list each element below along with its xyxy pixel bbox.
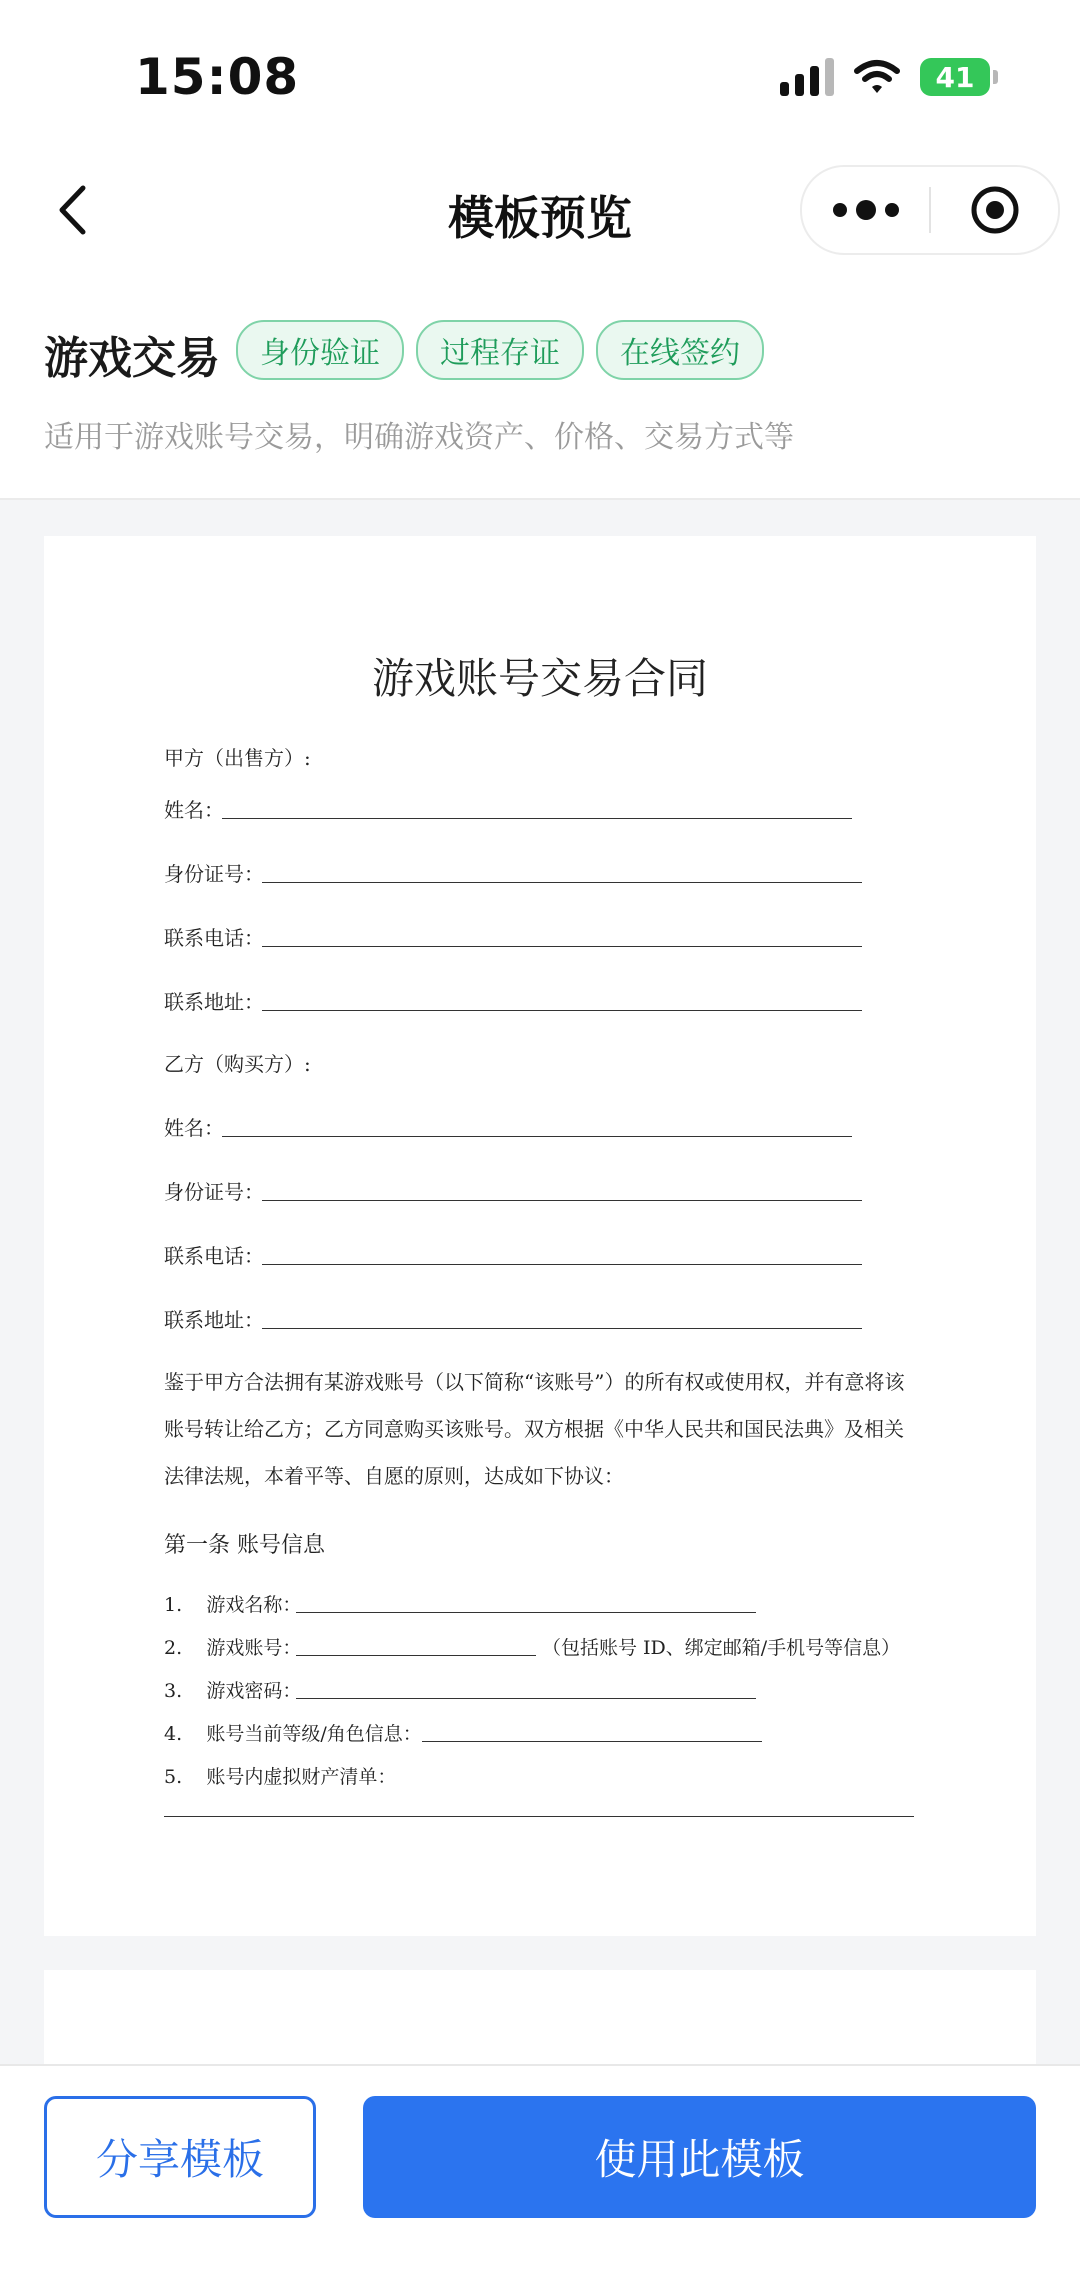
status-bar	[0, 0, 1080, 150]
item-label: 账号内虚拟财产清单：	[206, 1766, 397, 1788]
close-button[interactable]	[931, 167, 1058, 253]
tag-identity: 身份验证	[236, 320, 404, 380]
party-b-name-label: 姓名：	[164, 1116, 224, 1140]
article-1-title: 第一条 账号信息	[164, 1533, 325, 1558]
article-1-item-5	[164, 1762, 396, 1789]
template-title: 游戏交易	[44, 333, 220, 384]
template-description: 适用于游戏账号交易，明确游戏资产、价格、交易方式等	[44, 420, 794, 455]
item-label: 账号当前等级/角色信息：	[206, 1723, 422, 1745]
target-close-icon	[970, 185, 1020, 235]
party-a-name-label: 姓名：	[164, 798, 224, 822]
party-b-id-label: 身份证号：	[164, 1180, 264, 1204]
article-1-item-3-line	[296, 1698, 756, 1699]
party-a-phone-line	[262, 946, 862, 947]
article-1-item-4	[164, 1719, 422, 1746]
party-b-heading: 乙方（购买方）:	[164, 1052, 311, 1076]
wifi-icon	[854, 59, 900, 95]
tag-sign: 在线签约	[596, 320, 764, 380]
item-number: 2.	[164, 1637, 183, 1659]
use-template-button[interactable]: 使用此模板	[363, 2096, 1036, 2218]
document-title: 游戏账号交易合同	[371, 654, 708, 703]
article-1-item-1-line	[296, 1612, 756, 1613]
party-a-id-label: 身份证号：	[164, 862, 264, 886]
party-b-phone-label: 联系电话：	[164, 1244, 264, 1268]
template-tags	[236, 320, 764, 380]
document-page	[44, 536, 1036, 1936]
article-1-item-4-line	[422, 1741, 762, 1742]
page-title: 模板预览	[448, 191, 632, 245]
battery-icon	[920, 58, 990, 96]
item-number: 5.	[164, 1766, 183, 1788]
article-1-item-2	[164, 1633, 301, 1660]
party-b-phone-line	[262, 1264, 862, 1265]
more-button[interactable]	[802, 167, 929, 253]
article-1-item-3	[164, 1676, 301, 1703]
article-1-item-1	[164, 1590, 301, 1617]
party-a-id-line	[262, 882, 862, 883]
party-a-address-label: 联系地址：	[164, 990, 264, 1014]
party-a-name-line	[222, 818, 852, 819]
item-number: 1.	[164, 1594, 183, 1616]
tag-evidence: 过程存证	[416, 320, 584, 380]
party-b-id-line	[262, 1200, 862, 1201]
party-a-heading: 甲方（出售方）:	[164, 746, 311, 770]
item-number: 3.	[164, 1680, 183, 1702]
battery-level: 41	[935, 60, 975, 94]
status-time: 15:08	[135, 48, 300, 106]
cellular-signal-icon	[780, 58, 834, 96]
miniprogram-capsule	[800, 165, 1060, 255]
party-b-name-line	[222, 1136, 852, 1137]
preamble-line-2: 账号转让给乙方；乙方同意购买该账号。双方根据《中华人民共和国民法典》及相关	[164, 1417, 904, 1441]
item-label: 游戏账号：	[206, 1637, 302, 1659]
item-label: 游戏密码：	[206, 1680, 302, 1702]
article-1-item-2-line	[296, 1655, 536, 1656]
item-number: 4.	[164, 1723, 183, 1745]
party-a-phone-label: 联系电话：	[164, 926, 264, 950]
preamble-line-3: 法律法规，本着平等、自愿的原则，达成如下协议：	[164, 1464, 624, 1488]
template-header	[0, 270, 1080, 500]
item-label: 游戏名称：	[206, 1594, 302, 1616]
more-icon	[833, 203, 847, 217]
status-icons	[780, 58, 990, 96]
article-1-item-2-note: （包括账号 ID、绑定邮箱/手机号等信息）	[542, 1637, 901, 1659]
party-a-address-line	[262, 1010, 862, 1011]
share-template-button[interactable]: 分享模板	[44, 2096, 316, 2218]
party-b-address-line	[262, 1328, 862, 1329]
party-b-address-label: 联系地址：	[164, 1308, 264, 1332]
article-1-item-5-line	[164, 1816, 914, 1817]
bottom-action-bar	[0, 2064, 1080, 2272]
nav-bar	[0, 150, 1080, 270]
preamble-line-1: 鉴于甲方合法拥有某游戏账号（以下简称“该账号”）的所有权或使用权，并有意将该	[164, 1370, 905, 1394]
